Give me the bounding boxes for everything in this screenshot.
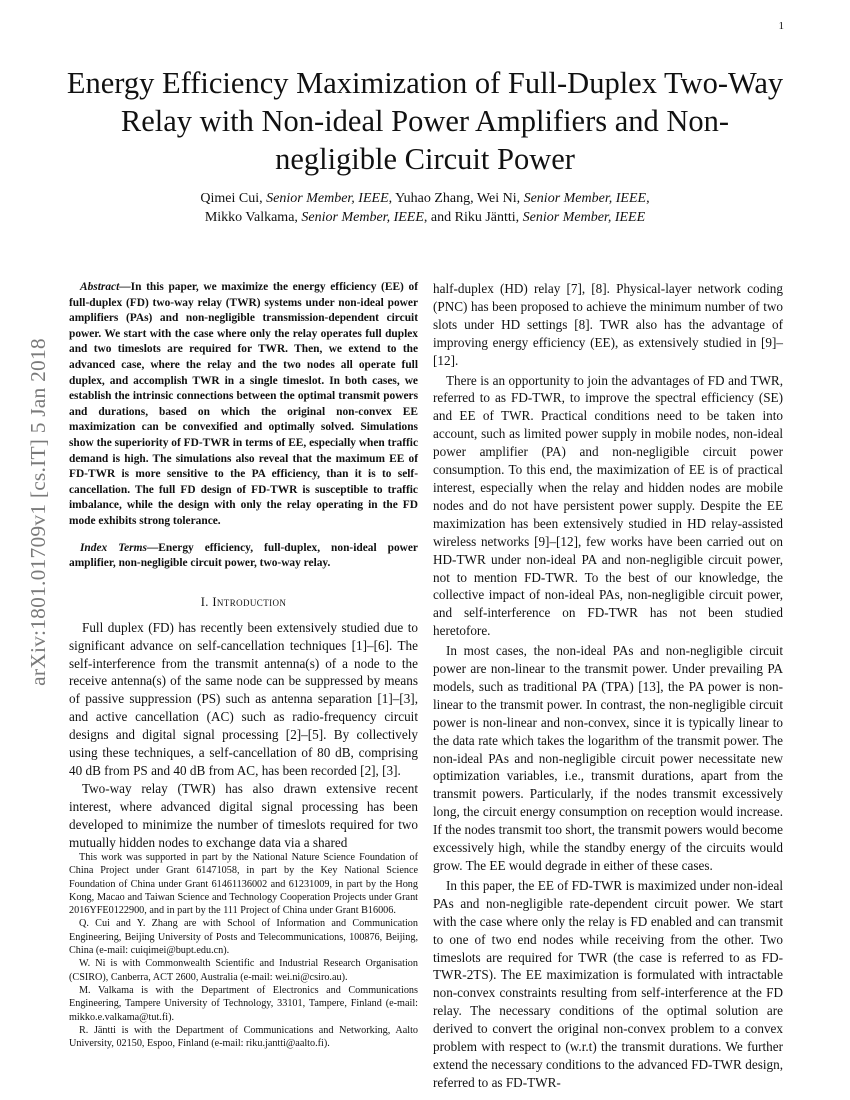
- abstract: [69, 280, 418, 530]
- footnote-affiliation: R. Jäntti is with the Department of Communications and Networking, Aalto University, 02150, Espoo, Finland (e-mail: riku.jantti@aalto.fi).: [69, 1024, 418, 1050]
- abstract-text: —In this paper, we maximize the energy efficiency (EE) of full-duplex (FD) two-way relay (TWR) systems under non-ideal power amplifiers (PAs) and non-negligible transmission-dependent circuit power. We start with the case where only the relay operates full duplex and two timeslots are required for TWR. Then, we extend to the advanced case, where the relay and the two nodes all operate full duplex, and accomplish TWR in a single timeslot. In both cases, we establish the intrinsic connections between the optimal transmit powers and durations, based on which the original non-convex EE maximization can be convexified and optimally solved. Simulations show the superiority of FD-TWR in terms of EE, especially when traffic demand is high. The simulations also reveal that the maximum EE of FD-TWR is more sensitive to the PA efficiency, than it is to self-cancellation. The full FD design of FD-TWR is susceptible to traffic imbalance, while the design with only the relay operating in the FD mode exhibits strong tolerance.: [69, 281, 418, 527]
- footnote-affiliation: M. Valkama is with the Department of Electronics and Communications Engineering, Tampere University of Technology, 33101, Tampere, Finland (e-mail: mikko.e.valkama@tut.fi).: [69, 984, 418, 1023]
- paragraph: Two-way relay (TWR) has also drawn extensive recent interest, where advanced digital signal processing has been developed to minimize the number of timeslots required for two mutually hidden nodes to exchange data via a shared: [69, 780, 418, 850]
- paper-title: Energy Efficiency Maximization of Full-Duplex Two-Way Relay with Non-ideal Power Amplifiers and Non-negligible Circuit Power: [66, 66, 784, 176]
- author-role: Senior Member, IEEE: [522, 209, 646, 225]
- author-separator: ,: [646, 191, 650, 206]
- footnote-affiliation: Q. Cui and Y. Zhang are with School of Information and Communication Engineering, Beijing University of Posts and Telecommunications, 100876, Beijing, China (e-mail: cuiqimei@bupt.edu.cn).: [69, 918, 418, 957]
- author-role: Senior Member, IEEE: [266, 191, 389, 206]
- index-terms-label: Index Terms: [80, 541, 147, 554]
- paragraph: There is an opportunity to join the advantages of FD and TWR, referred to as FD-TWR, to improve the spectral efficiency (SE) and EE of TWR. Practical conditions need to be taken into account, such as limited power supply in mobile nodes, non-ideal power amplifier (PA) and non-negligible circuit power consumption. To this end, the maximization of EE is of practical interest, especially when the relay and hidden nodes are mobile nodes and do not have persistent power supply. Despite the EE maximization has been extensively studied in HD relay-assisted wireless networks [9]–[12], few works have been carried out on HD-TWR under non-ideal PA and non-negligible circuit power, not to mention FD-TWR. To the best of our knowledge, the collective impact of non-ideal PAs, non-negligible circuit power, and self-interference on FD-TWR has not been studied heretofore.: [433, 372, 783, 639]
- arxiv-identifier-stamp: arXiv:1801.01709v1 [cs.IT] 5 Jan 2018: [26, 338, 50, 686]
- section-name: Introduction: [212, 594, 287, 609]
- author-name: Qimei Cui,: [200, 191, 267, 206]
- author-list: [64, 190, 786, 227]
- index-terms: [69, 541, 418, 572]
- footnote-funding: This work was supported in part by the National Nature Science Foundation of China Project under Grant 61471058, in part by the Key National Science Foundation of China under Grant 61461136002 and 61231009, in part by the Hong Kong, Macao and Taiwan Science and Technology Cooperation Projects under Grant 2016YFE0122900, and in part by the 111 Project of China under Grant B16006.: [69, 852, 418, 917]
- right-column: [433, 280, 783, 1092]
- page-number: 1: [778, 20, 784, 32]
- author-role: Senior Member, IEEE: [301, 209, 424, 225]
- footnote-affiliation: W. Ni is with Commonwealth Scientific and Industrial Research Organisation (CSIRO), Canberra, ACT 2600, Australia (e-mail: wei.ni@csiro.au).: [69, 958, 418, 983]
- author-line-1: [64, 190, 786, 209]
- abstract-label: Abstract: [80, 281, 120, 293]
- paragraph: half-duplex (HD) relay [7], [8]. Physical-layer network coding (PNC) has been proposed to achieve the minimum number of two slots under HD settings [8]. TWR also has the advantage of improving energy efficiency (EE), as extensively studied in [9]–[12].: [433, 281, 783, 368]
- author-name: , and Riku Jäntti,: [423, 209, 523, 225]
- author-name: Mikko Valkama,: [204, 209, 302, 225]
- paragraph: In this paper, the EE of FD-TWR is maximized under non-ideal PAs and non-negligible rate-dependent circuit power. We start with the case where only the relay is FD enabled and can transmit to one of two end nodes while receiving from the other. Two timeslots are required for TWR (the case is referred to as FD-TWR-2TS). The EE maximization is formulated with intractable non-convex constraints resulting from self-interference at the FD relay. The necessary conditions of the optimal solution are derived to convert the original non-convex problem to a convex problem with respect to (w.r.t) the transmit durations. We further extend the necessary conditions to the advanced FD-TWR design, referred to as FD-TWR-: [433, 877, 783, 1090]
- footnotes: [69, 851, 418, 1050]
- author-role: Senior Member, IEEE: [523, 191, 647, 206]
- left-column: [69, 280, 418, 851]
- section-heading-introduction: [69, 595, 418, 610]
- author-name: , Yuhao Zhang, Wei Ni,: [388, 191, 524, 206]
- index-terms-text: —Energy efficiency, full-duplex, non-ideal power amplifier, non-negligible circuit power, two-way relay.: [69, 541, 418, 570]
- paragraph: In most cases, the non-ideal PAs and non-negligible circuit power are non-linear to the transmit power. Under prevailing PA models, such as traditional PA (TPA) [13], the PA power is non-linear to the transmit power. In contrast, the non-negligible circuit power is non-linear and non-convex, since it is typically linear to the data rate which takes the logarithm of the transmit power. The non-ideal PAs and non-negligible circuit power necessitate new optimization variables, i.e., transmit durations, apart from the transmit powers. Particularly, if the nodes transmit excessively long, the circuit energy consumption on reception would increase. If the nodes transmit too short, the transmit powers would become excessively high, while the standby energy of the circuits would grow. The EE would degrade in either of these cases.: [433, 643, 783, 873]
- section-numeral: I.: [200, 594, 213, 609]
- paragraph: Full duplex (FD) has recently been extensively studied due to significant advance on self-cancellation techniques [1]–[6]. The self-interference from the transmit antenna(s) of a node to the receive antenna(s) of the same node can be suppressed by means of passive suppression (PS) such as antenna separation [1]–[3], and active cancellation (AC) such as radio-frequency circuit designs and digital signal processing [2]–[5]. By collectively using these techniques, a self-cancellation of 80 dB, comprising 40 dB from PS and 40 dB from AC, has been recorded [2], [3].: [69, 619, 418, 778]
- author-line-2: [64, 209, 786, 228]
